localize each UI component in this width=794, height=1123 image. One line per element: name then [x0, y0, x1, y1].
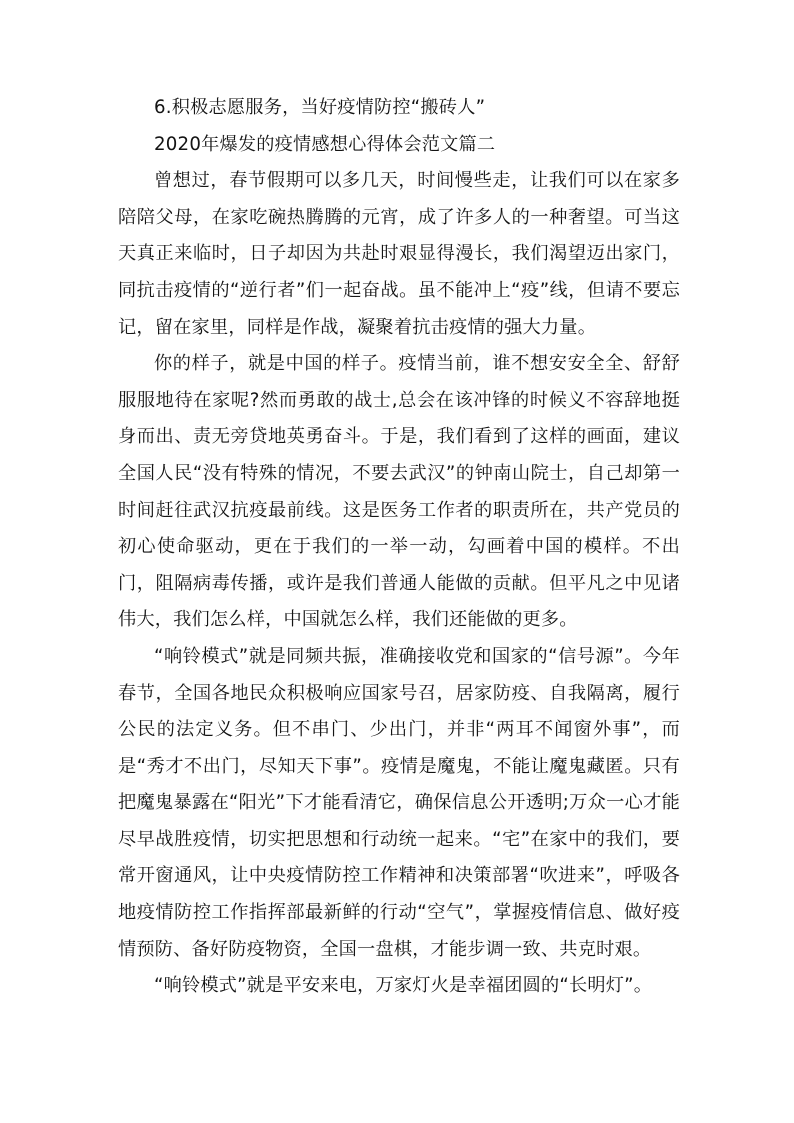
paragraph: “响铃模式”就是平安来电，万家灯火是幸福团圆的“长明灯”。: [154, 975, 653, 997]
paragraph: 曾想过，春节假期可以多几天，时间慢些走，让我们可以在家多陪陪父母，在家吃碗热腾腾的元宵，成了许多人的一种奢望。可当这天真正来临时，日子却因为共赴时艰显得漫长，我们渴望迈出家门，同抗击疫情的“逆行者”们一起奋战。虽不能冲上“疫”线，但请不要忘记，留在家里，同样是作战，凝聚着抗击疫情的强大力量。: [118, 170, 680, 338]
heading-item: 6.积极志愿服务，当好疫情防控“搬砖人”: [154, 97, 486, 118]
document-body: [118, 90, 680, 1005]
article-title: 2020年爆发的疫情感想心得体会范文篇二: [154, 133, 496, 155]
paragraph: “响铃模式”就是同频共振，准确接收党和国家的“信号源”。今年春节，全国各地民众积极响应国家号召，居家防疫、自我隔离，履行公民的法定义务。但不串门、少出门，并非“两耳不闻窗外事”，而是“秀才不出门，尽知天下事”。疫情是魔鬼，不能让魔鬼藏匿。只有把魔鬼暴露在“阳光”下才能看清它，确保信息公开透明;万众一心才能尽早战胜疫情，切实把思想和行动统一起来。“宅”在家中的我们，要常开窗通风，让中央疫情防控工作精神和决策部署“吹进来”，呼吸各地疫情防控工作指挥部最新鲜的行动“空气”，掌握疫情信息、做好疫情预防、备好防疫物资，全国一盘棋，才能步调一致、共克时艰。: [118, 645, 680, 960]
paragraph: 你的样子，就是中国的样子。疫情当前，谁不想安安全全、舒舒服服地待在家呢?然而勇敢的战士,总会在该冲锋的时候义不容辞地挺身而出、责无旁贷地英勇奋斗。于是，我们看到了这样的画面，建议全国人民“没有特殊的情况，不要去武汉”的钟南山院士，自己却第一时间赶往武汉抗疫最前线。这是医务工作者的职责所在，共产党员的初心使命驱动，更在于我们的一举一动，勾画着中国的模样。不出门，阻隔病毒传播，或许是我们普通人能做的贡献。但平凡之中见诸伟大，我们怎么样，中国就怎么样，我们还能做的更多。: [118, 353, 680, 631]
